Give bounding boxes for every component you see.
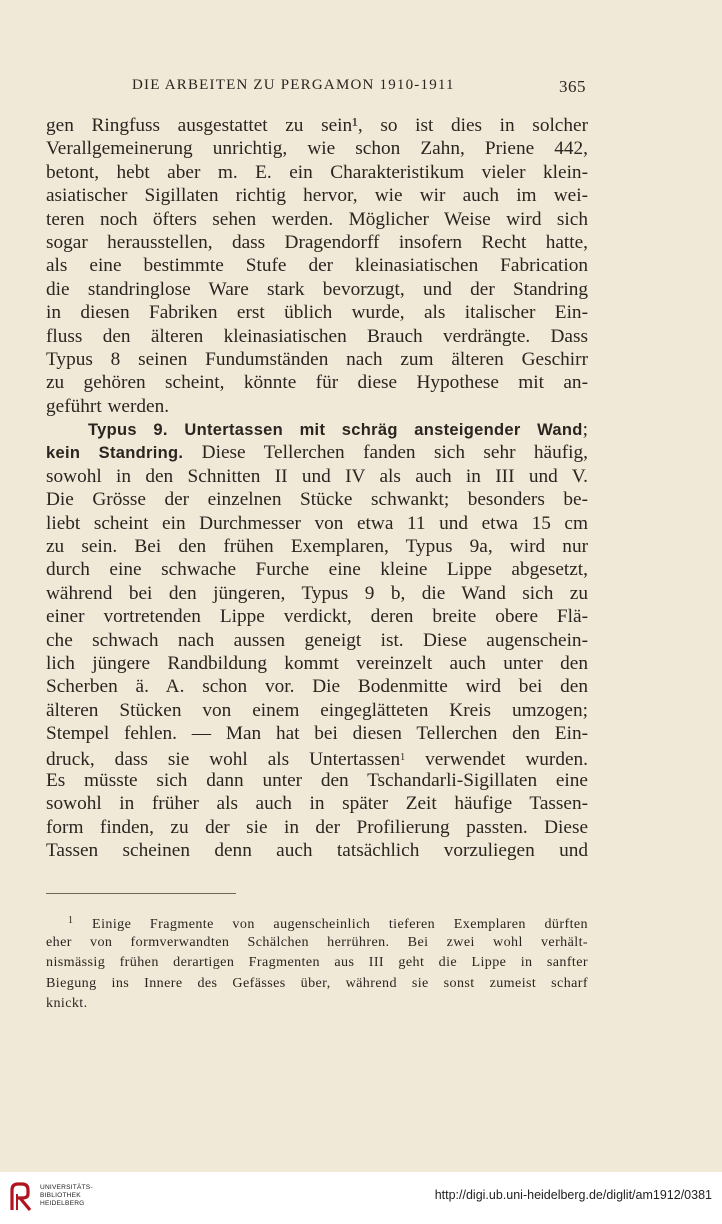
- text-line: Es müsste sich dann unter den Tschandarli-Sigillaten eine: [46, 769, 588, 791]
- text-line: älteren Stücken von einem eingeglätteten Kreis umzogen;: [46, 699, 588, 721]
- text-line: Scherben ä. A. schon vor. Die Bodenmitte wird bei den: [46, 676, 588, 698]
- text-line: durch eine schwache Furche eine kleine Lippe abgesetzt,: [46, 559, 588, 581]
- page-number: 365: [559, 77, 586, 96]
- footnote-line: eher von formverwandten Schälchen herrühren. Bei zwei wohl verhält-: [46, 933, 588, 950]
- running-header: [46, 77, 586, 99]
- text-line: [46, 746, 588, 769]
- text-line: teren noch öfters sehen werden. Möglicher Weise wird sich: [46, 208, 588, 230]
- text-line: Stempel fehlen. — Man hat bei diesen Tellerchen den Ein-: [46, 723, 588, 745]
- body-text: [46, 114, 588, 863]
- digitization-footer: [0, 1172, 722, 1224]
- text-line: geführt werden.: [46, 395, 170, 417]
- library-name-line: HEIDELBERG: [40, 1200, 85, 1207]
- footnote-line: [46, 911, 588, 932]
- text-line: che schwach nach aussen geneigt ist. Diese augenschein-: [46, 629, 588, 651]
- footnote-reference: 1: [400, 751, 406, 763]
- text-line: sowohl in den Schnitten II und IV als auch in III und V.: [46, 465, 588, 487]
- text-line: während bei den jüngeren, Typus 9 b, die Wand sich zu: [46, 582, 588, 604]
- text-line: sogar herausstellen, dass Dragendorff insofern Recht hatte,: [46, 231, 588, 253]
- text-line: betont, hebt aber m. E. ein Charakteristikum vieler klein-: [46, 161, 588, 183]
- text-line: Die Grösse der einzelnen Stücke schwankt; besonders be-: [46, 489, 588, 511]
- footnote-mark: 1: [68, 915, 74, 926]
- library-name-line: BIBLIOTHEK: [40, 1192, 81, 1199]
- text-line: die standringlose Ware stark bevorzugt, und der Standring: [46, 278, 588, 300]
- text-line: [46, 441, 588, 464]
- text-line: einer vortretenden Lippe verdickt, deren breite obere Flä-: [46, 606, 588, 628]
- permalink-url[interactable]: http://digi.ub.uni-heidelberg.de/diglit/am1912/0381: [434, 1188, 712, 1202]
- running-title: DIE ARBEITEN ZU PERGAMON 1910-1911: [132, 77, 455, 93]
- text-line: lich jüngere Randbildung kommt vereinzelt auch unter den: [46, 652, 588, 674]
- text-line: fluss den älteren kleinasiatischen Brauch verdrängte. Dass: [46, 325, 588, 347]
- text-fragment: Einige Fragmente von augenscheinlich tieferen Exemplaren dürften: [73, 916, 588, 932]
- text-line: als eine bestimmte Stufe der kleinasiatischen Fabrication: [46, 255, 588, 277]
- text-line: zu gehören scheint, könnte für diese Hypothese mit an-: [46, 372, 588, 394]
- text-fragment: verwendet wurden.: [405, 748, 588, 770]
- text-line: Verallgemeinerung unrichtig, wie schon Zahn, Priene 442,: [46, 138, 588, 160]
- text-line: in diesen Fabriken erst üblich wurde, als italischer Ein-: [46, 302, 588, 324]
- footnote: [46, 911, 588, 1014]
- library-logo-icon[interactable]: [8, 1180, 36, 1214]
- footnote-line: Biegung ins Innere des Gefässes über, während sie sonst zumeist scharf: [46, 974, 588, 991]
- text-line: Typus 8 seinen Fundumständen nach zum älteren Geschirr: [46, 348, 588, 370]
- heading-punctuation: ;: [582, 419, 588, 441]
- text-line: form finden, zu der sie in der Profilierung passten. Diese: [46, 816, 588, 838]
- footnote-divider: [46, 893, 236, 894]
- section-heading-line: [46, 418, 588, 441]
- text-fragment: druck, dass sie wohl als Untertassen: [46, 748, 401, 770]
- library-name: [40, 1184, 93, 1208]
- footnote-line: knickt.: [46, 995, 88, 1011]
- text-line: Tassen scheinen denn auch tatsächlich vorzuliegen und: [46, 840, 588, 862]
- section-heading-cont: kein Standring.: [46, 444, 184, 463]
- text-line: liebt scheint ein Durchmesser von etwa 11 und etwa 15 cm: [46, 512, 588, 534]
- text-line: gen Ringfuss ausgestattet zu sein¹, so ist dies in solcher: [46, 115, 588, 136]
- footnote-line: nismässig frühen derartigen Fragmenten aus III geht die Lippe in sanfter: [46, 954, 588, 970]
- text-line: sowohl in früher als auch in später Zeit häufige Tassen-: [46, 793, 588, 815]
- library-name-line: UNIVERSITÄTS-: [40, 1184, 93, 1191]
- section-heading: Typus 9. Untertassen mit schräg ansteigender Wand: [88, 421, 583, 440]
- text-line: asiatischer Sigillaten richtig hervor, wie wir auch im wei-: [46, 185, 588, 207]
- text-line: zu sein. Bei den frühen Exemplaren, Typus 9a, wird nur: [46, 536, 588, 558]
- text-fragment: Diese Tellerchen fanden sich sehr häufig,: [183, 442, 588, 464]
